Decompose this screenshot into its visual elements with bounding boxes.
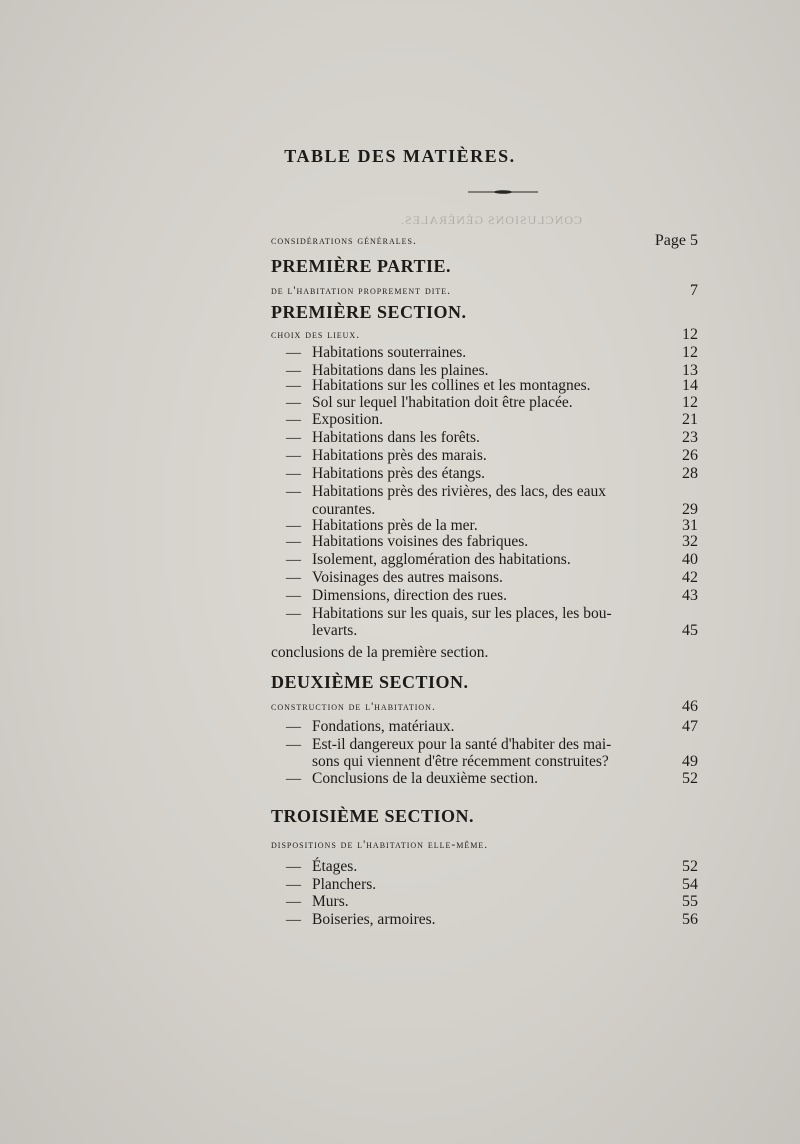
toc-entry-label: Dimensions, direction des rues. bbox=[312, 587, 508, 604]
toc-entry-label: choix des lieux. bbox=[271, 329, 361, 341]
toc-page-number: 21 bbox=[682, 411, 698, 428]
toc-entry bbox=[0, 256, 800, 276]
toc-entry bbox=[0, 806, 800, 826]
toc-entry bbox=[0, 586, 800, 606]
dash-marker: — bbox=[286, 345, 301, 361]
dash-marker: — bbox=[286, 912, 301, 928]
toc-page-number: 12 bbox=[682, 344, 698, 361]
toc-entry bbox=[0, 717, 800, 737]
toc-page-number: Page 5 bbox=[654, 232, 698, 249]
toc-page-number: 52 bbox=[682, 858, 698, 875]
toc-page-number: 47 bbox=[682, 718, 698, 735]
toc-page-number: 56 bbox=[682, 911, 698, 928]
decorative-rule bbox=[468, 190, 538, 194]
toc-entry-label: Habitations sur les quais, sur les places, les bou- bbox=[312, 605, 612, 622]
toc-entry bbox=[0, 550, 800, 570]
toc-entry bbox=[0, 857, 800, 877]
toc-entry bbox=[0, 428, 800, 448]
toc-entry bbox=[0, 892, 800, 912]
toc-entry-label: Habitations voisines des fabriques. bbox=[312, 533, 529, 550]
toc-entry-label: Conclusions de la deuxième section. bbox=[312, 770, 538, 787]
toc-entry-label: levarts. bbox=[312, 622, 358, 639]
dash-marker: — bbox=[286, 430, 301, 446]
toc-page-number: 52 bbox=[682, 770, 698, 787]
toc-entry-label: Fondations, matériaux. bbox=[312, 718, 455, 735]
toc-entry-label: Habitations dans les forêts. bbox=[312, 429, 480, 446]
toc-entry-label: Planchers. bbox=[312, 876, 377, 893]
toc-page-number: 31 bbox=[682, 517, 698, 534]
dash-marker: — bbox=[286, 570, 301, 586]
toc-entry bbox=[0, 621, 800, 641]
dash-marker: — bbox=[286, 534, 301, 550]
toc-entry-label: Sol sur lequel l'habitation doit être placée. bbox=[312, 394, 573, 411]
toc-entry bbox=[0, 231, 800, 251]
toc-page-number: 12 bbox=[682, 394, 698, 411]
toc-page-number: 28 bbox=[682, 465, 698, 482]
dash-marker: — bbox=[286, 518, 301, 534]
toc-entry-label: conclusions de la première section. bbox=[271, 644, 489, 661]
toc-entry-label: Habitations dans les plaines. bbox=[312, 362, 489, 379]
toc-entry-label: Voisinages des autres maisons. bbox=[312, 569, 503, 586]
toc-entry-label: Habitations près de la mer. bbox=[312, 517, 478, 534]
toc-entry-label: PREMIÈRE PARTIE. bbox=[271, 256, 452, 276]
dash-marker: — bbox=[286, 363, 301, 379]
toc-page-number: 55 bbox=[682, 893, 698, 910]
toc-entry bbox=[0, 697, 800, 717]
toc-page-number: 46 bbox=[682, 698, 698, 715]
toc-entry bbox=[0, 672, 800, 692]
toc-entry-label: Est-il dangereux pour la santé d'habiter des mai- bbox=[312, 736, 612, 753]
toc-entry bbox=[0, 482, 800, 502]
show-through-text: CONCLUSIONS GÉNÉRALES. bbox=[400, 213, 583, 227]
toc-entry bbox=[0, 281, 800, 301]
toc-entry-label: Murs. bbox=[312, 893, 349, 910]
dash-marker: — bbox=[286, 484, 301, 500]
dash-marker: — bbox=[286, 412, 301, 428]
toc-page-number: 32 bbox=[682, 533, 698, 550]
toc-page-number: 7 bbox=[690, 282, 698, 299]
dash-marker: — bbox=[286, 719, 301, 735]
toc-entry-label: Habitations souterraines. bbox=[312, 344, 467, 361]
dash-marker: — bbox=[286, 395, 301, 411]
toc-entry bbox=[0, 643, 800, 663]
toc-entry-label: DEUXIÈME SECTION. bbox=[271, 672, 469, 692]
toc-entry bbox=[0, 464, 800, 484]
dash-marker: — bbox=[286, 606, 301, 622]
toc-entry bbox=[0, 532, 800, 552]
toc-entry bbox=[0, 343, 800, 363]
toc-entry-label: sons qui viennent d'être récemment construites? bbox=[312, 753, 609, 770]
toc-page-number: 12 bbox=[682, 326, 698, 343]
toc-page-number: 40 bbox=[682, 551, 698, 568]
toc-entry bbox=[0, 568, 800, 588]
toc-page-number: 26 bbox=[682, 447, 698, 464]
toc-page-number: 54 bbox=[682, 876, 698, 893]
toc-page-number: 29 bbox=[682, 501, 698, 518]
dash-marker: — bbox=[286, 588, 301, 604]
toc-entry-label: courantes. bbox=[312, 501, 376, 518]
toc-entry-label: Boiseries, armoires. bbox=[312, 911, 436, 928]
toc-entry-label: Exposition. bbox=[312, 411, 384, 428]
dash-marker: — bbox=[286, 877, 301, 893]
toc-entry-label: dispositions de l'habitation elle-même. bbox=[271, 839, 489, 851]
toc-entry-label: Habitations près des rivières, des lacs, des eaux bbox=[312, 483, 606, 500]
toc-page-number: 23 bbox=[682, 429, 698, 446]
toc-entry bbox=[0, 769, 800, 789]
toc-entry bbox=[0, 325, 800, 345]
toc-entry bbox=[0, 302, 800, 322]
dash-marker: — bbox=[286, 552, 301, 568]
toc-entry-label: PREMIÈRE SECTION. bbox=[271, 302, 467, 322]
toc-entry-label: considérations générales. bbox=[271, 235, 417, 247]
toc-entry bbox=[0, 835, 800, 855]
toc-page-number: 14 bbox=[682, 377, 698, 394]
dash-marker: — bbox=[286, 894, 301, 910]
toc-entry bbox=[0, 410, 800, 430]
toc-entry bbox=[0, 446, 800, 466]
toc-entry bbox=[0, 910, 800, 930]
dash-marker: — bbox=[286, 859, 301, 875]
toc-page-number: 43 bbox=[682, 587, 698, 604]
page-title: TABLE DES MATIÈRES. bbox=[284, 146, 516, 166]
toc-entry-label: Isolement, agglomération des habitations. bbox=[312, 551, 571, 568]
toc-entry-label: construction de l'habitation. bbox=[271, 701, 436, 713]
toc-page-number: 42 bbox=[682, 569, 698, 586]
toc-entry-label: Habitations sur les collines et les montagnes. bbox=[312, 377, 591, 394]
toc-entry-label: Habitations près des étangs. bbox=[312, 465, 486, 482]
toc-page-number: 13 bbox=[682, 362, 698, 379]
toc-entry-label: Habitations près des marais. bbox=[312, 447, 487, 464]
toc-page-number: 45 bbox=[682, 622, 698, 639]
toc-entry-label: TROISIÈME SECTION. bbox=[271, 806, 475, 826]
dash-marker: — bbox=[286, 737, 301, 753]
dash-marker: — bbox=[286, 771, 301, 787]
toc-page-number: 49 bbox=[682, 753, 698, 770]
dash-marker: — bbox=[286, 448, 301, 464]
toc-entry-label: Étages. bbox=[312, 858, 358, 875]
dash-marker: — bbox=[286, 378, 301, 394]
toc-entry-label: de l'habitation proprement dite. bbox=[271, 285, 452, 297]
dash-marker: — bbox=[286, 466, 301, 482]
